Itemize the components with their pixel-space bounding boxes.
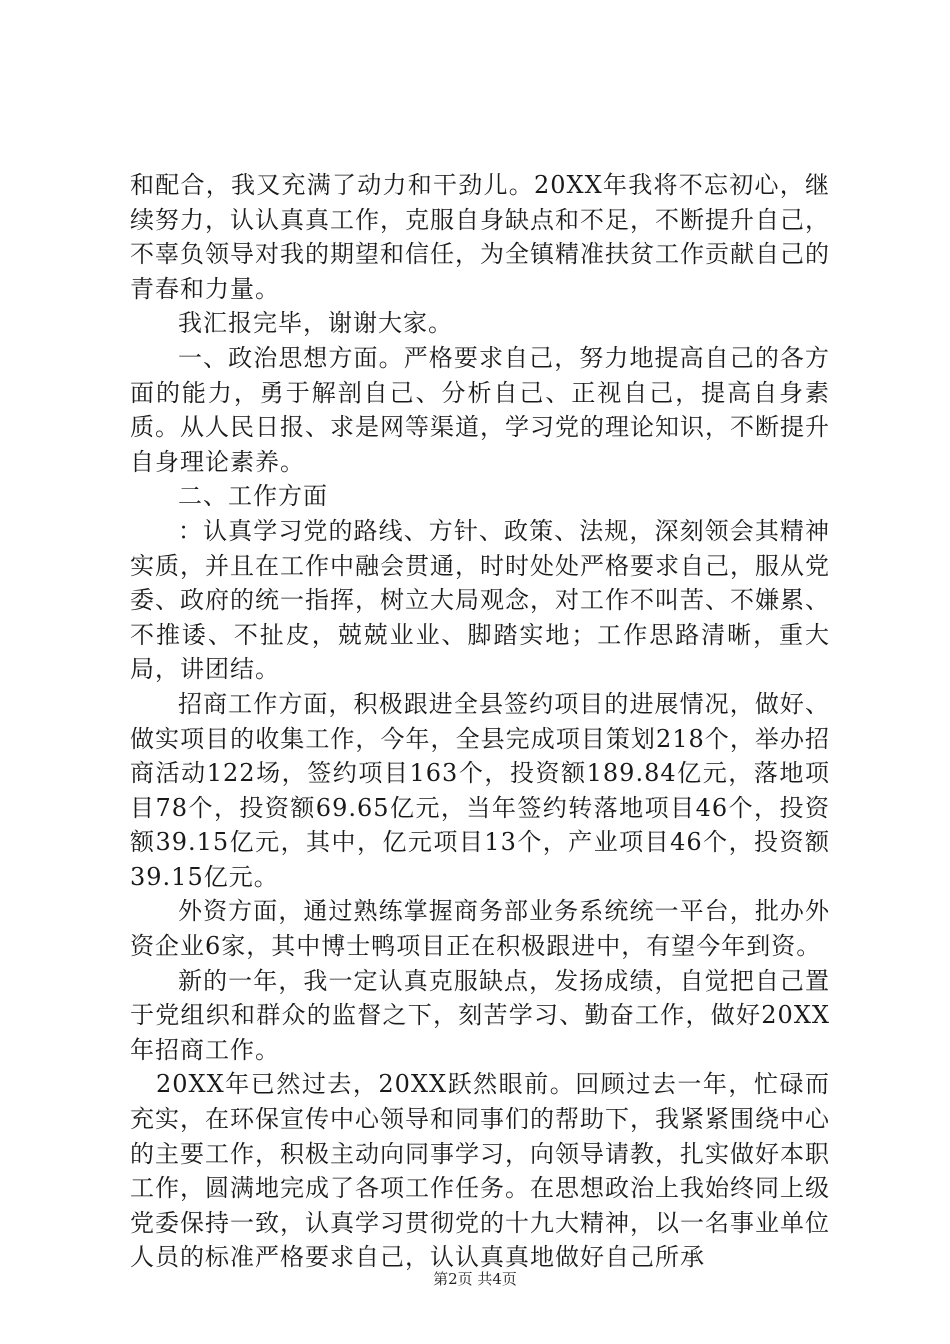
paragraph-political-thought: 一、政治思想方面。严格要求自己，努力地提高自己的各方面的能力，勇于解剖自己、分析自己、正视自己，提高自身素质。从人民日报、求是网等渠道，学习党的理论知识，不断提升自身理论素养。	[130, 343, 830, 476]
paragraph-new-year-plan: 新的一年，我一定认真克服缺点，发扬成绩，自觉把自己置于党组织和群众的监督之下，刻苦学习、勤奋工作，做好20XX年招商工作。	[130, 966, 830, 1064]
paragraph-annual-review: 20XX年已然过去，20XX跃然眼前。回顾过去一年，忙碌而充实，在环保宣传中心领导和同事们的帮助下，我紧紧围绕中心的主要工作，积极主动向同事学习，向领导请教，扎实做好本职工作，圆满地完成了各项工作任务。在思想政治上我始终同上级党委保持一致，认真学习贯彻党的十九大精神，以一名事业单位人员的标准严格要求自己，认认真真地做好自己所承	[130, 1070, 830, 1272]
paragraph-foreign-investment: 外资方面，通过熟练掌握商务部业务系统统一平台，批办外资企业6家，其中博士鸭项目正在积极跟进中，有望今年到资。	[130, 897, 830, 961]
page-number-footer: 第2页 共4页	[433, 1270, 517, 1288]
paragraph-report-end: 我汇报完毕，谢谢大家。	[178, 309, 453, 338]
paragraph-investment-promotion: 招商工作方面，积极跟进全县签约项目的进展情况，做好、做实项目的收集工作，今年，全县完成项目策划218个，举办招商活动122场，签约项目163个，投资额189.84亿元，落地项目78个，投资额69.65亿元，当年签约转落地项目46个，投资额39.15亿元，其中，亿元项目13个，产业项目46个，投资额39.15亿元。	[130, 689, 830, 891]
paragraph-work-attitude: ：认真学习党的路线、方针、政策、法规，深刻领会其精神实质，并且在工作中融会贯通，时时处处严格要求自己，服从党委、政府的统一指挥，树立大局观念，对工作不叫苦、不嫌累、不推诿、不扯皮，兢兢业业、脚踏实地；工作思路清晰，重大局，讲团结。	[130, 516, 830, 684]
heading-work-aspect: 二、工作方面	[178, 482, 328, 511]
document-body	[130, 168, 830, 1275]
paragraph-closing-commitment: 和配合，我又充满了动力和干劲儿。20XX年我将不忘初心，继续努力，认认真真工作，克服自身缺点和不足，不断提升自己，不辜负领导对我的期望和信任，为全镇精准扶贫工作贡献自己的青春和力量。	[130, 171, 830, 303]
